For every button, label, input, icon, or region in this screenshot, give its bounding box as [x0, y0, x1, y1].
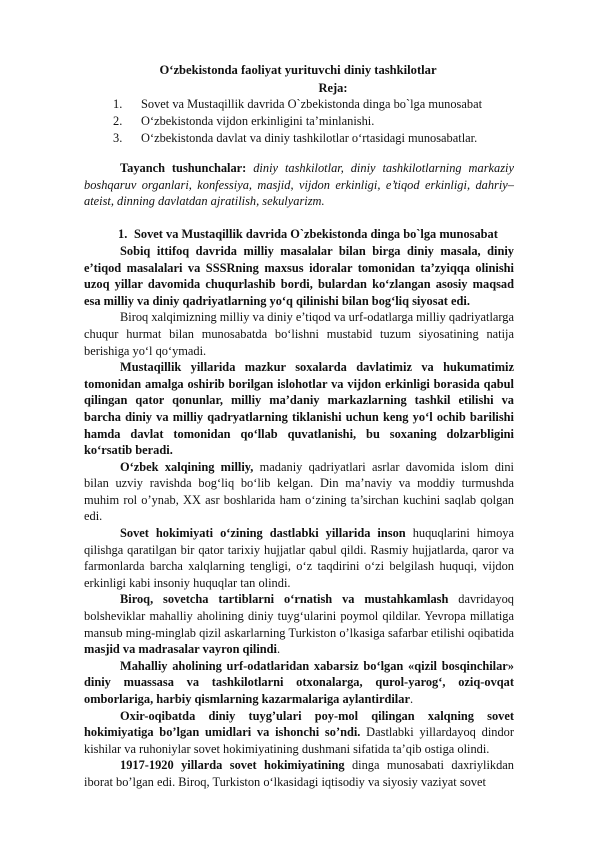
paragraph-3	[84, 359, 514, 459]
paragraph-2-text: Biroq xalqimizning milliy va diniy e’tiqod va urf-odatlarga milliy qadriyatlarga chuqur hurmat bilan munosabatda bo‘lishni mustabid tuzum siyosatining natija berishiga yo‘l qo‘ymadi.	[84, 310, 515, 358]
keywords-text: diniy tashkilotlar, diniy tashkilotlarning markaziy boshqaruv organlari, konfessiya, masjid, vijdon erkinligi, e’tiqod erkinligi, dahriy–ateist, dinning davlatdan ajratilish, sekulyarizm.	[84, 161, 514, 209]
keywords-label: Tayanch tushunchalar:	[120, 161, 247, 175]
plan-item-number: 3.	[113, 131, 123, 146]
paragraph-7	[84, 658, 514, 708]
paragraph-8-bold: Oxir-oqibatda diniy tuyg’ulari poy-mol qilingan xalqning sovet hokimiyatiga bo’lgan umidlari va ishonchi so’ndi.	[84, 708, 514, 740]
paragraph-4	[84, 459, 514, 525]
section-number: 1.	[118, 227, 128, 242]
plan-item	[113, 113, 553, 130]
plan-item-text: O‘zbekistonda vijdon erkinligini ta’minlanishi.	[141, 114, 375, 129]
plan-item-text: Sovet va Mustaqillik davrida O`zbekistonda dinga bo`lga munosabat	[141, 97, 483, 111]
paragraph-9-text: dinga munosabati daxriylikdan iborat bo’lgan edi. Biroq, Turkiston o‘lkasidagi iqtisodiy va siyosiy vaziyat sovet	[84, 758, 515, 789]
paragraph-8-text: Dastlabki yillardayoq dindor kishilar va ruhoniylar sovet hokimiyatining dushmani sifatida ta’qib ostiga olindi.	[84, 725, 514, 756]
paragraph-6	[84, 591, 514, 657]
plan-heading: Reja:	[318, 81, 348, 95]
paragraph-1	[84, 243, 514, 309]
paragraph-6-text: davridayoq bolsheviklar mahalliy aholining diniy tuyg‘ularini poymol qildilar. Yevropa millatiga mansub ming-minglab qizil askarlarning Turkiston o’lkasiga safarbar etilishi oqibatida	[84, 592, 515, 640]
plan-list	[113, 96, 553, 148]
paragraph-7-end: .	[409, 692, 414, 706]
paragraph-4-bold: O‘zbek xalqining milliy,	[120, 459, 254, 474]
paragraph-5	[84, 525, 514, 591]
paragraph-6-bold: Biroq, sovetcha tartiblarni o‘rnatish va mustahkamlash	[120, 592, 449, 607]
plan-item-number: 1.	[113, 97, 123, 111]
section-title: Sovet va Mustaqillik davrida O`zbekistonda dinga bo`lga munosabat	[134, 227, 498, 242]
paragraph-3-bold: Mustaqillik yillarida mazkur soxalarda davlatimiz va hukumatimiz tomonidan amalga oshirib borilgan islohotlar va vijdon erkinligi borasida qabul qilingan qator qonunlar, milliy ma’daniy markazlarning tashkil etilishi va barcha diniy va milliy qadryatlarning tiklanishi uchun keng yo‘l ochib barilishi hamda davlat tomonidan qo‘llab quvatlanishi, bu soxaning dolzarbligini ko‘rsatib beradi.	[84, 360, 514, 458]
paragraph-5-bold: Sovet hokimiyati o‘zining dastlabki yillarida inson	[120, 526, 406, 541]
paragraph-6-end: .	[277, 642, 281, 657]
paragraph-1-bold: Sobiq ittifoq davrida milliy masalalar bilan birga diniy masala, diniy e’tiqod masalalari va SSSRning maxsus idoralar tomonidan ta’zyiqqa olinishi uzoq yillar davomida chuqurlashib bordi, bulardan ko‘zlangan asosiy maqsad esa milliy va diniy qadriyatlarning yo‘q qilinishi bilan bog‘liq siyosat edi.	[84, 243, 514, 308]
section-heading	[84, 226, 514, 243]
plan-item-number: 2.	[113, 114, 123, 129]
document-title: O‘zbekistonda faoliyat yurituvchi diniy tashkilotlar	[159, 63, 437, 77]
paragraph-6-bold-end: masjid va madrasalar vayron qilindi	[84, 642, 278, 657]
keywords-paragraph	[84, 160, 514, 210]
paragraph-9	[84, 757, 514, 790]
paragraph-9-bold: 1917-1920 yillarda sovet hokimiyatining	[120, 758, 345, 773]
paragraph-5-text: huquqlarini himoya qilishga qaratilgan bir qator tarixiy hujjatlar qabul qildi. Rasmiy hujjatlarda, qaror va farmonlarda barcha xalqlarning tengligi, o‘z taqdirini o‘zi belgilash huquqi, vijdon erkinligi kabi insoniy huquqlar tan olindi.	[84, 526, 514, 590]
plan-item	[113, 130, 553, 147]
paragraph-7-bold: Mahalliy aholining urf-odatlaridan xabarsiz bo‘lgan «qizil bosqinchilar» diniy muassasa va tashkilotlarni otxonalarga, qurol-yarog‘, oziq-ovqat omborlariga, harbiy qismlarning kazarmalariga aylantirdilar	[84, 658, 514, 706]
paragraph-2	[84, 309, 514, 359]
paragraph-8	[84, 708, 514, 758]
document-body	[84, 160, 514, 791]
paragraph-4-text: madaniy qadriyatlari asrlar davomida islom dini bilan uzviy ravishda bog‘liq bo‘lib kelgan. Din ma’naviy va moddiy turmushda muhim rol o’ynab, XX asr boshlarida ham o‘zining ta’sirchan kuchini saqlab qolgan edi.	[84, 459, 514, 524]
plan-item	[113, 96, 553, 113]
plan-item-text: O‘zbekistonda davlat va diniy tashkilotlar o‘rtasidagi munosabatlar.	[141, 131, 478, 146]
